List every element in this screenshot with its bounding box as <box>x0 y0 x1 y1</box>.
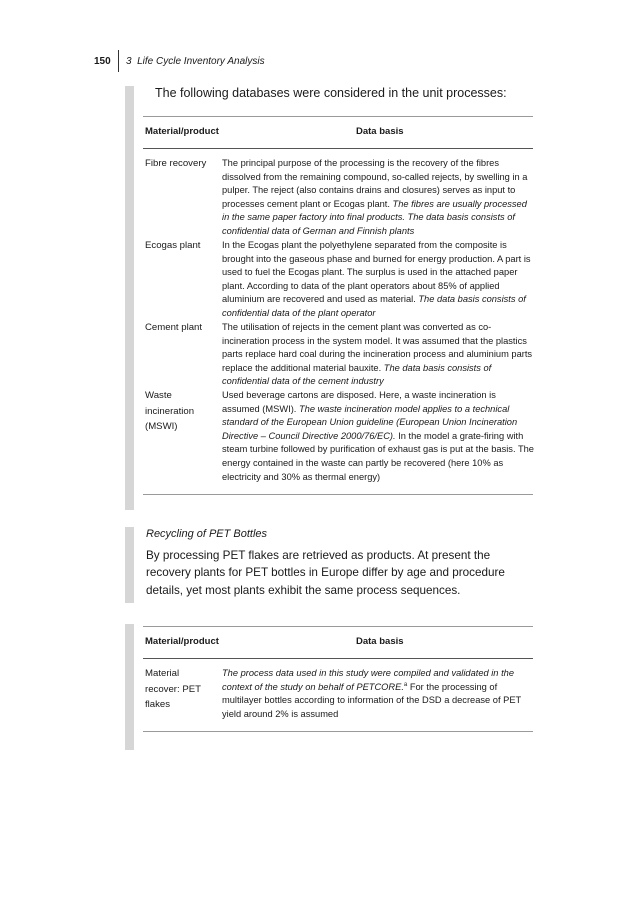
table1-row-data <box>222 389 535 484</box>
row-italic: The fibres are usually processed in the same paper factory into final products. The data basis consists of confidential data of German and Finnish plants <box>222 198 527 236</box>
table1-row-data <box>222 239 535 321</box>
footnote-marker: a <box>403 681 408 688</box>
table2-header-material: Material/product <box>145 636 219 647</box>
row-text: In the Ecogas plant the polyethylene separated from the composite is brought into the gaseous phase and burned for energy production. A part is used to fuel the Ecogas plant. The surplus is used in the attached paper plant. According to data of the plant operators about 85% of applied aluminium are recovered and used as material. <box>222 240 531 305</box>
table1-header-rule <box>143 148 533 149</box>
table2-top-rule <box>143 626 533 627</box>
section-title: Recycling of PET Bottles <box>146 528 268 540</box>
body-paragraph: By processing PET flakes are retrieved as products. At present the recovery plants for PET bottles in Europe differ by age and procedure details, yet most plants exhibit the same process sequences. <box>146 549 505 597</box>
table1-row-material: Cement plant <box>145 322 203 333</box>
row-italic: The process data used in this study were compiled and validated in the context of the study on behalf of PETCORE. <box>222 668 514 692</box>
row-text: The utilisation of rejects in the cement plant was converted as co-incineration process in the system model. It was assumed that the plastics parts replace hard coal during the incineration process and aluminium parts replace the additional material bauxite. <box>222 322 533 373</box>
sidebar-bar-1 <box>125 86 134 510</box>
header-divider <box>118 50 119 72</box>
intro-text: The following databases were considered in the unit processes: <box>155 86 507 100</box>
row-italic: The data basis consists of confidential data of the plant operator <box>222 294 526 318</box>
running-head: 3 Life Cycle Inventory Analysis <box>126 56 265 67</box>
table1-top-rule <box>143 116 533 117</box>
sidebar-bar-3 <box>125 624 134 750</box>
table2-row-data <box>222 667 535 721</box>
row-text: The principal purpose of the processing is the recovery of the fibres dissolved from the remaining compound, so-called rejects, by swelling in a pulper. The reject (also contains drains and closures) serves as input to processes cement plant or Ecogas plant. <box>222 158 528 209</box>
row-text: Used beverage cartons are disposed. Here, a waste incineration is assumed (MSWI). <box>222 390 496 414</box>
sidebar-bar-2 <box>125 527 134 603</box>
row-text-after: In the model a grate-firing with steam turbine followed by purification of exhaust gas is put at the basis. The energy contained in the waste can partly be recovered (here 10% as electricity and 30% as thermal energy) <box>222 430 534 482</box>
table2-header-rule <box>143 658 533 659</box>
table2-row-material: Material recover: PET flakes <box>145 668 201 711</box>
row-italic: The waste incineration model applies to a technical standard of the European Union guideline (European Union Incineration Directive – Council Directive 2000/76/EC). <box>222 403 518 441</box>
row-italic: The data basis consists of confidential data of the cement industry <box>222 362 492 387</box>
table1-row-material: Waste incineration (MSWI) <box>145 390 195 433</box>
table1-header-data: Data basis <box>356 126 404 137</box>
table1-row-material: Ecogas plant <box>145 240 201 251</box>
table2-header-data: Data basis <box>356 636 404 647</box>
table1-row-data <box>222 321 535 389</box>
table2-bottom-rule <box>143 731 533 732</box>
table1-row-data <box>222 157 535 239</box>
table1-row-material: Fibre recovery <box>145 158 207 169</box>
table1-header-material: Material/product <box>145 126 219 137</box>
row-text-after: For the processing of multilayer bottles according to information of the DSD a decrease of PET yield around 2% is assumed <box>222 681 522 719</box>
table1-bottom-rule <box>143 494 533 495</box>
page-number: 150 <box>94 56 111 67</box>
